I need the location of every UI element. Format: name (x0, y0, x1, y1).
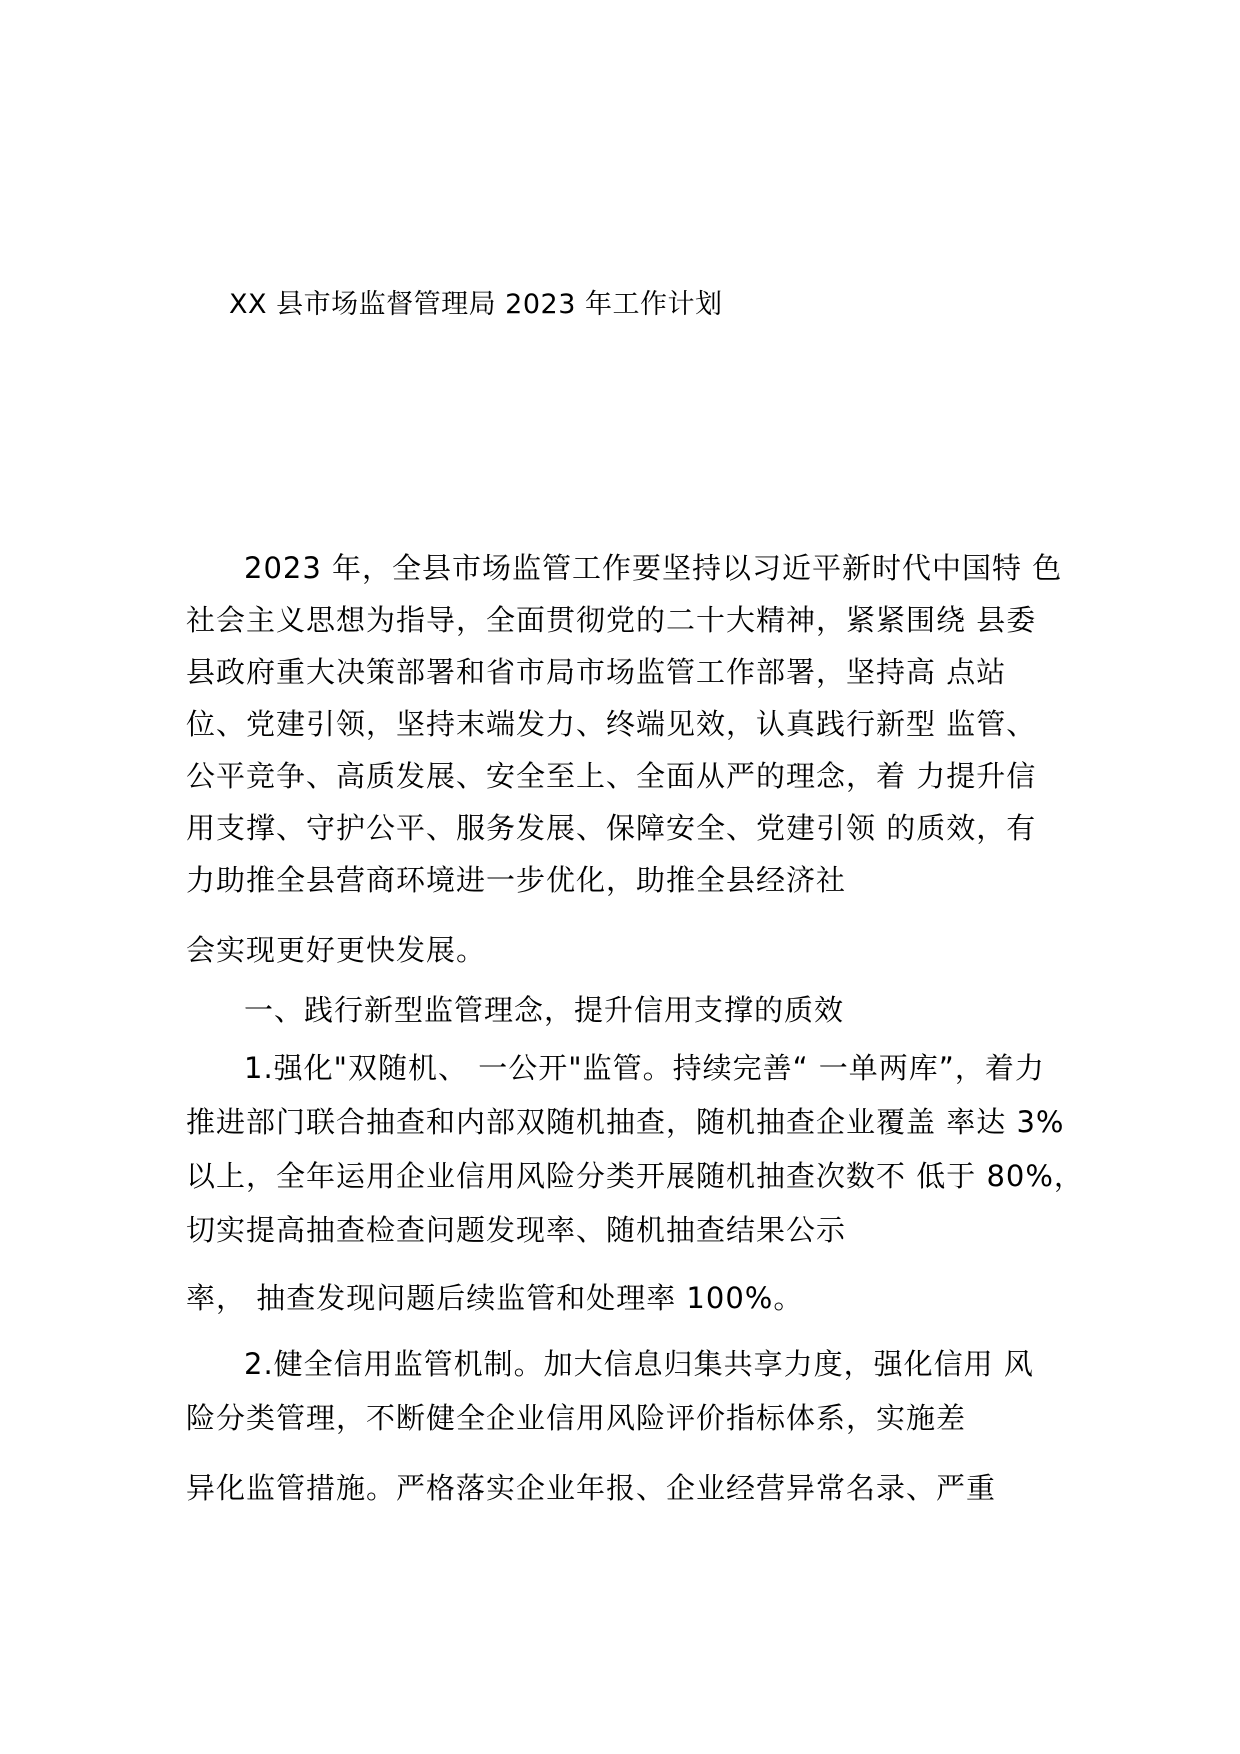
paragraph-line: 县政府重大决策部署和省市局市场监管工作部署，坚持高 点站 (186, 655, 1007, 689)
paragraph-line: 社会主义思想为指导，全面贯彻党的二十大精神，紧紧围绕 县委 (186, 603, 1037, 637)
paragraph-line: 位、党建引领，坚持末端发力、终端见效，认真践行新型 监管、 (186, 707, 1037, 741)
paragraph-line: 公平竞争、高质发展、安全至上、全面从严的理念，着 力提升信 (186, 759, 1037, 793)
paragraph-line: 用支撑、守护公平、服务发展、保障安全、党建引领 的质效，有 (186, 811, 1037, 845)
paragraph-line: 险分类管理，不断健全企业信用风险评价指标体系，实施差 (186, 1401, 967, 1435)
paragraph-line: 会实现更好更快发展。 (186, 933, 487, 967)
paragraph-line: 1.强化"双随机、 一公开"监管。持续完善“ 一单两库”，着力 (244, 1051, 1045, 1085)
paragraph-line: 率， 抽查发现问题后续监管和处理率 100%。 (186, 1281, 804, 1315)
paragraph-line: 推进部门联合抽查和内部双随机抽查，随机抽查企业覆盖 率达 3% (186, 1105, 1065, 1139)
section-heading: 一、践行新型监管理念，提升信用支撑的质效 (244, 993, 845, 1027)
document-title: XX 县市场监督管理局 2023 年工作计划 (229, 289, 723, 320)
paragraph-line: 2.健全信用监管机制。加大信息归集共享力度，强化信用 风 (244, 1347, 1034, 1381)
paragraph-line: 异化监管措施。严格落实企业年报、企业经营异常名录、严重 (186, 1471, 997, 1505)
paragraph-line: 以上，全年运用企业信用风险分类开展随机抽查次数不 低于 80%， (186, 1159, 1084, 1193)
paragraph-line: 切实提高抽查检查问题发现率、随机抽查结果公示 (186, 1213, 847, 1247)
paragraph-line: 2023 年，全县市场监管工作要坚持以习近平新时代中国特 色 (244, 551, 1063, 585)
paragraph-line: 力助推全县营商环境进一步优化，助推全县经济社 (186, 863, 847, 897)
